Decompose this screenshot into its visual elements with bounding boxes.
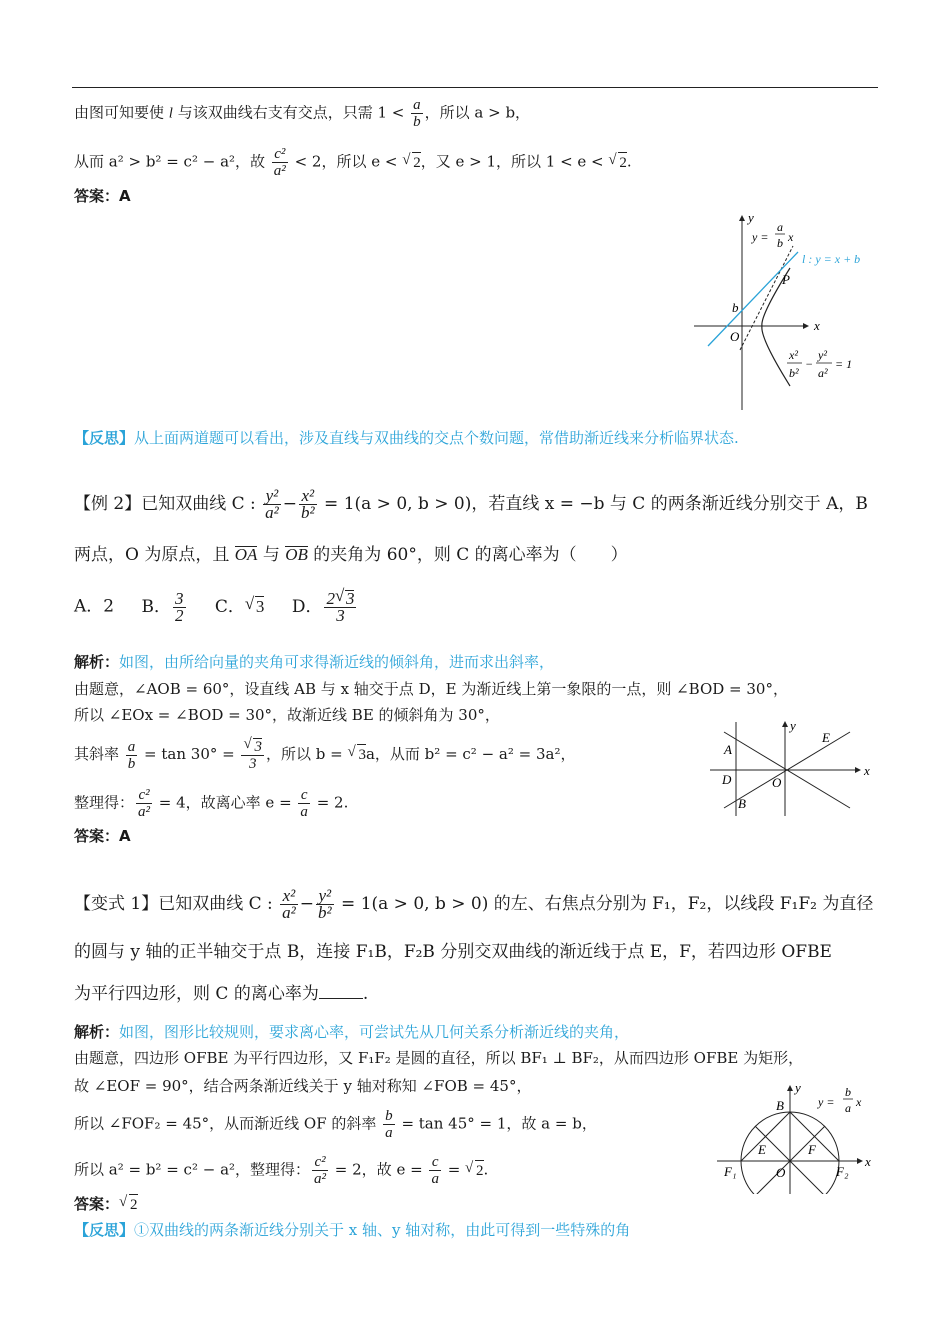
label-P: P — [782, 272, 790, 287]
frac-den: b² — [318, 903, 332, 922]
text-segment: . — [626, 152, 632, 171]
var-l: l — [168, 105, 173, 122]
fraction-c2-over-a2 — [136, 787, 152, 820]
solution2-line4 — [74, 787, 348, 820]
frac-num: y² — [263, 488, 281, 505]
text-segment: 的夹角为 60°，则 C 的离心率为（ ） — [307, 545, 628, 565]
sqrt-2: √ 2 — [475, 1160, 484, 1181]
fraction-c2-over-a2 — [272, 146, 288, 179]
fraction-a-over-b — [411, 97, 423, 130]
frac-num: c — [298, 787, 310, 804]
reflection-text: ①双曲线的两条渐近线分别关于 x 轴、y 轴对称，由此可得到一些特殊的角 — [134, 1221, 631, 1239]
asymptote-line — [740, 246, 793, 350]
frac-num: c — [429, 1154, 441, 1171]
frac-num: c² — [272, 146, 288, 163]
eq-y2: y² — [818, 348, 827, 362]
frac-num — [241, 738, 264, 756]
vector-OB: OB — [285, 545, 308, 564]
text-segment: = tan 45° = 1，故 a = b， — [396, 1114, 597, 1133]
label-B: B — [738, 796, 746, 811]
text-segment: 【变式 1】已知双曲线 C : — [74, 894, 279, 914]
text-segment: = 1(a > 0, b > 0)，若直线 x = −b 与 C 的两条渐近线分别交于 A，B — [318, 494, 868, 514]
fraction-c-over-a — [298, 787, 310, 820]
sqrt-3: √ 3 — [357, 744, 366, 765]
solution2-answer: 答案：A — [74, 827, 131, 845]
text-segment: = 1(a > 0, b > 0) 的左、右焦点分别为 F₁，F₂，以线段 F₁F₂ 为直径 — [335, 894, 874, 914]
block1-answer: 答案：A — [74, 187, 131, 205]
label-B: B — [776, 1098, 784, 1113]
text-segment: = — [442, 1160, 466, 1179]
label-D: D — [722, 772, 732, 787]
solution2-hint-line — [74, 652, 554, 672]
text-segment: = 4，故离心率 e = — [154, 793, 297, 812]
eq-rhs: = 1 — [835, 357, 853, 371]
text-segment: = 2. — [311, 793, 349, 812]
asym-label-b: b — [777, 236, 783, 250]
solution2-line3 — [74, 738, 575, 772]
vector-OA: OA — [234, 545, 258, 564]
text-segment: 【例 2】已知双曲线 C : — [74, 494, 262, 514]
text-segment: ，所以 b = — [265, 745, 348, 763]
text-segment: 为平行四边形，则 C 的离心率为 — [74, 984, 319, 1004]
sqrt-3: √ 3 — [345, 590, 355, 607]
example2-options — [74, 590, 358, 624]
option-D: D． — [291, 596, 323, 617]
solution-hint: 如图，由所给向量的夹角可求得渐近线的倾斜角，进而求出斜率， — [119, 653, 555, 671]
fraction-b-over-a — [383, 1108, 395, 1141]
frac-den: a — [431, 1171, 439, 1187]
label-O: O — [776, 1165, 786, 1180]
block1-line1 — [74, 97, 530, 130]
label-x: x — [814, 318, 820, 333]
reflection1 — [74, 428, 739, 448]
label-y: y — [748, 210, 754, 225]
figure-circle — [712, 1082, 882, 1194]
sqrt-2: √ 2 — [129, 1194, 138, 1215]
block1-line2 — [74, 146, 632, 179]
frac-den: 3 — [248, 756, 257, 772]
solution-label: 解析： — [74, 653, 120, 671]
solution3-answer — [74, 1194, 138, 1215]
line-l — [708, 252, 798, 346]
frac-den: a — [300, 804, 308, 820]
solution3-line3 — [74, 1108, 597, 1141]
asym-label-a: a — [845, 1101, 851, 1115]
fraction-y2-over-b2 — [316, 888, 334, 921]
frac-num: y² — [316, 888, 334, 905]
label-F1: F₁ — [724, 1164, 737, 1179]
asym-label-a: a — [777, 220, 783, 234]
asym-label-y: y = — [752, 230, 769, 244]
frac-den: a² — [282, 903, 296, 922]
fraction-y2-over-a2 — [263, 488, 281, 521]
label-y: y — [790, 718, 796, 733]
solution-label: 解析： — [74, 1023, 120, 1041]
solution2-line1: 由题意，∠AOB = 60°，设直线 AB 与 x 轴交于点 D，E 为渐近线上第一象限的一点，则 ∠BOD = 30°， — [74, 680, 788, 698]
label-F2: F₂ — [836, 1164, 849, 1179]
fraction-x2-over-a2 — [280, 888, 298, 921]
solution2-line2: 所以 ∠EOx = ∠BOD = 30°，故渐近线 BE 的倾斜角为 30°， — [74, 706, 500, 724]
frac-den: 3 — [336, 606, 345, 625]
text-segment: 所以 ∠FOF₂ = 45°，从而渐近线 OF 的斜率 — [74, 1114, 382, 1133]
solution3-line2: 故 ∠EOF = 90°，结合两条渐近线关于 y 轴对称知 ∠FOB = 45°， — [74, 1077, 532, 1095]
frac-num: b — [385, 1108, 393, 1124]
label-O: O — [772, 775, 782, 790]
frac-den: b — [127, 755, 136, 772]
text-segment: . — [483, 1160, 489, 1179]
frac-den: b — [413, 114, 421, 130]
frac-num: a — [127, 738, 136, 755]
text-segment: a，从而 b² = c² − a² = 3a²， — [365, 745, 576, 763]
text-segment: 两点，O 为原点，且 — [74, 545, 235, 565]
text-segment: 从而 a² > b² = c² − a²，故 — [74, 152, 270, 171]
label-F: F — [808, 1142, 816, 1157]
label-x: x — [865, 1154, 871, 1169]
text-segment: 由图可知要使 — [74, 103, 169, 122]
text-segment: 整理得： — [74, 793, 135, 812]
eq-minus: − — [805, 357, 814, 371]
reflection-tag: 【反思】 — [74, 429, 135, 447]
label-y: y — [795, 1082, 801, 1095]
frac-den: b² — [301, 503, 315, 522]
asym-label-x: x — [856, 1095, 862, 1109]
label-x: x — [864, 763, 870, 778]
fraction-sqrt3-over-3 — [241, 738, 264, 772]
frac-den: a² — [273, 163, 286, 179]
reflection-text: 从上面两道题可以看出，涉及直线与双曲线的交点个数问题，常借助渐近线来分析临界状态. — [134, 429, 739, 447]
frac-den: a² — [138, 804, 151, 820]
frac-den: a — [385, 1125, 393, 1141]
text-segment: . — [362, 984, 369, 1004]
fraction-c-over-a — [429, 1154, 441, 1187]
coef: 2 — [326, 589, 335, 608]
eq-b2: b² — [789, 366, 799, 380]
text-segment: 其斜率 — [74, 745, 124, 763]
line-l-label: l : y = x + b — [802, 252, 861, 266]
sqrt-3: √ 3 — [253, 738, 262, 755]
frac-den: a² — [265, 503, 279, 522]
asym-label-y: y = — [818, 1095, 835, 1109]
label-E: E — [822, 730, 830, 745]
variant1-line1: 【变式 1】已知双曲线 C : $\frac{\text{x²}}{\text{a²}}$ − $\frac{\text{y²}}{\text{b²}}$ = 1(a > 0, b > 0) 的左、右焦点分别为 F₁，F₂，以线段 F₁F₂ 为直径 — [74, 886, 874, 922]
text-segment: 与该双曲线右支有交点，只需 1 < — [172, 103, 410, 122]
solution3-hint-line — [74, 1022, 629, 1042]
sqrt-2: √ 2 — [412, 152, 421, 173]
fraction-a-over-b — [126, 739, 138, 772]
asym-label-b: b — [845, 1085, 851, 1099]
eq-x2: x² — [789, 348, 798, 362]
label-O: O — [730, 329, 740, 344]
header-rule — [72, 87, 878, 88]
example2-line1: 【例 2】已知双曲线 C : $\frac{\text{y²}}{\text{a²}}$ − $\frac{\text{x²}}{\text{b²}}$ = 1(a > 0, b > 0)，若直线 x = −b 与 C 的两条渐近线分别交于 A，B — [74, 486, 868, 522]
text-segment: ，又 e > 1，所以 1 < e < — [420, 152, 609, 171]
option-C: C． — [214, 596, 245, 617]
frac-num: c² — [136, 787, 152, 804]
figure-asymptotes — [710, 716, 880, 820]
option-B-fraction — [173, 588, 186, 625]
solution3-line4 — [74, 1154, 488, 1187]
fraction-x2-over-b2 — [299, 488, 317, 521]
text-segment: = 2，故 e = — [330, 1160, 428, 1179]
text-segment: = tan 30° = — [139, 745, 240, 763]
option-B: B． — [141, 596, 171, 617]
reflection2 — [74, 1220, 630, 1240]
answer-label: 答案： — [74, 1195, 120, 1213]
frac-num: c² — [312, 1154, 328, 1171]
figure-hyperbola-line — [690, 210, 890, 415]
solution-hint: 如图，图形比较规则，要求离心率，可尝试先从几何关系分析渐近线的夹角， — [119, 1023, 630, 1041]
frac-den: a² — [314, 1171, 327, 1187]
label-A: A — [724, 742, 732, 757]
frac-num: x² — [299, 488, 317, 505]
fraction-c2-over-a2 — [312, 1154, 328, 1187]
frac-num: 3 — [175, 588, 184, 608]
asym-label-x: x — [788, 230, 794, 244]
reflection-tag: 【反思】 — [74, 1221, 135, 1239]
eq-a2: a² — [818, 366, 828, 380]
option-A: A．2 — [74, 596, 115, 617]
option-C-sqrt: √ 3 — [255, 596, 265, 617]
text-segment: 与 — [257, 545, 286, 565]
variant1-line2: 的圆与 y 轴的正半轴交于点 B，连接 F₁B，F₂B 分别交双曲线的渐近线于点 E，F，若四边形 OFBE — [74, 942, 832, 962]
label-E: E — [758, 1142, 766, 1157]
frac-num: a — [413, 97, 421, 113]
frac-den: 2 — [175, 605, 184, 625]
sqrt-2: √ 2 — [618, 152, 627, 173]
variant1-line3 — [74, 984, 368, 1004]
text-segment: < 2，所以 e < — [289, 152, 403, 171]
text-segment: ，所以 a > b， — [424, 103, 531, 122]
option-D-fraction — [324, 590, 356, 624]
label-b: b — [732, 300, 739, 315]
text-segment: 所以 a² = b² = c² − a²，整理得： — [74, 1160, 311, 1179]
answer-blank — [319, 998, 363, 999]
frac-num: x² — [280, 888, 298, 905]
example2-line2 — [74, 545, 628, 565]
solution3-line1: 由题意，四边形 OFBE 为平行四边形，又 F₁F₂ 是圆的直径，所以 BF₁ ⊥ BF₂，从而四边形 OFBE 为矩形， — [74, 1049, 804, 1067]
